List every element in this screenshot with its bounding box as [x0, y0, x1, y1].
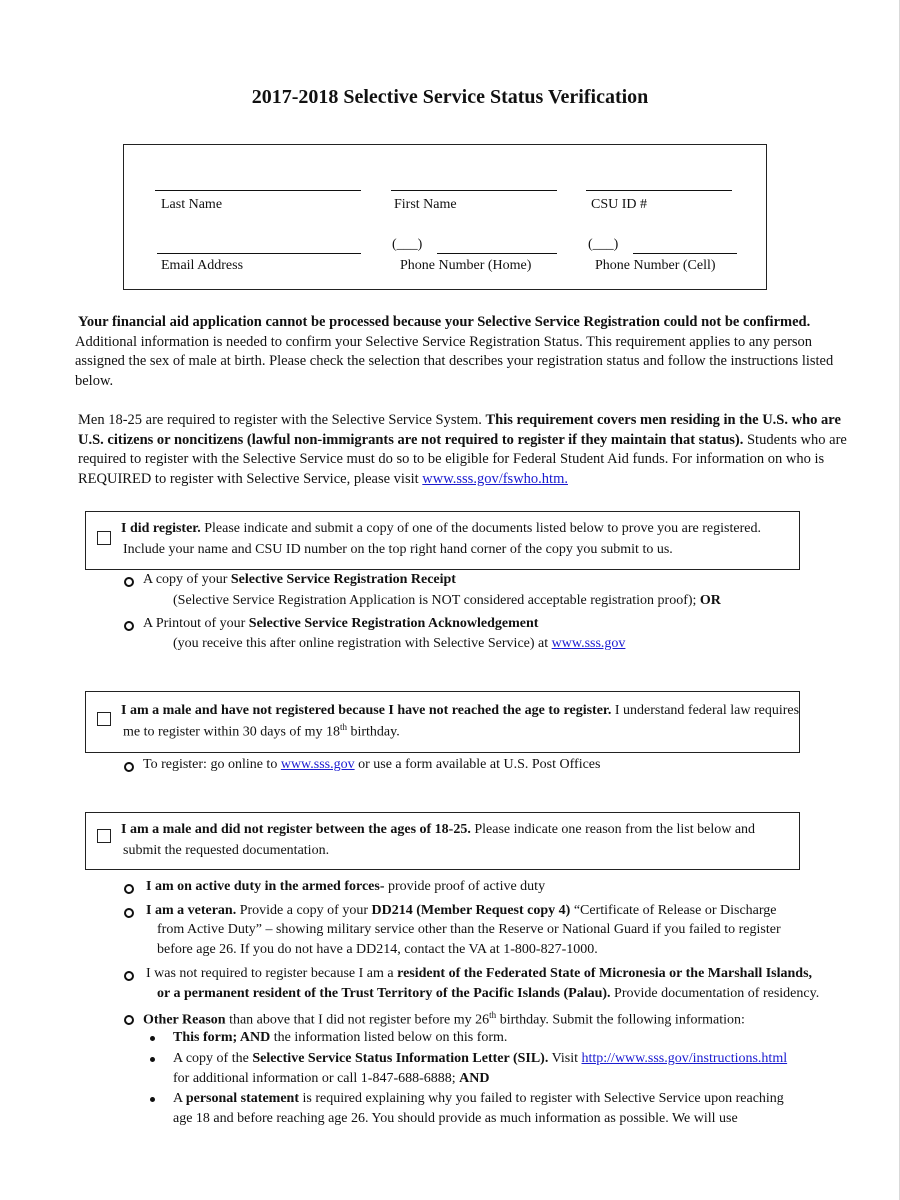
text: required to register with the Selective Service must do so to be eligible for Federal Student Aid funds. For information on who is	[78, 451, 825, 467]
text: the information listed below on this form.	[270, 1030, 508, 1045]
text: age 18 and before reaching age 26. You should provide as much information as possible. We will use	[173, 1111, 738, 1126]
email-label: Email Address	[161, 258, 244, 273]
phone-cell-label: Phone Number (Cell)	[595, 258, 716, 273]
bold-text: personal statement	[185, 1091, 299, 1106]
text: or use a form available at U.S. Post Offices	[354, 757, 601, 772]
bullet-circle-icon	[124, 908, 134, 918]
bullet-circle-icon	[124, 577, 134, 587]
bold-text: I did register.	[121, 521, 201, 536]
intro-paragraph	[75, 313, 833, 391]
intro-line: Additional information is needed to confirm your Selective Service Registration Status. This requirement applies to any person	[75, 333, 813, 350]
text: – showing military service other than the Reserve or National Guard if you failed to register	[261, 922, 781, 937]
first-name-field[interactable]	[391, 190, 557, 191]
home-area-code: (___)	[392, 237, 423, 252]
text: than above that I did not register before my 26	[225, 1012, 490, 1028]
text: provide proof of active duty	[384, 879, 546, 894]
did-not-register-checkbox[interactable]	[97, 829, 111, 843]
text: To register: go online to	[143, 757, 281, 772]
bold-text: I am on active duty in the armed forces-	[146, 879, 385, 894]
bold-text: OR	[699, 593, 721, 608]
phone-home-label: Phone Number (Home)	[400, 258, 532, 273]
option-not-reached-age	[85, 691, 800, 753]
text: (you receive this after online registration with Selective Service) at	[173, 636, 552, 651]
text: birthday.	[346, 724, 400, 740]
text: A copy of your	[143, 572, 231, 587]
page-title: 2017-2018 Selective Service Status Verification	[251, 86, 649, 108]
first-name-label: First Name	[394, 197, 457, 212]
text: is required explaining why you failed to register with Selective Service upon reaching	[299, 1091, 784, 1106]
bold-text: Other Reason	[143, 1012, 226, 1028]
option-did-not-register	[85, 812, 800, 870]
text: from Active Duty”	[157, 922, 262, 937]
text: birthday. Submit the following information:	[496, 1012, 745, 1028]
bold-text: or a permanent resident of the Trust Territory of the Pacific Islands (Palau).	[157, 986, 611, 1001]
bullet-dot-icon	[150, 1036, 155, 1041]
last-name-label: Last Name	[161, 197, 223, 212]
csu-id-label: CSU ID #	[591, 197, 648, 212]
text: “Certificate of Release or Discharge	[570, 903, 777, 918]
bullet-circle-icon	[124, 621, 134, 631]
text: me to register within 30 days of my 18	[123, 724, 340, 740]
text: before age 26. If you do not have a DD214, contact the VA at 1-800-827-1000.	[157, 942, 598, 957]
text: Provide documentation of residency.	[610, 986, 820, 1001]
text: Please indicate one reason from the list below and	[470, 822, 756, 837]
bullet-dot-icon	[150, 1097, 155, 1102]
text: Students who are	[743, 431, 847, 448]
email-field[interactable]	[157, 253, 361, 254]
text: A copy of the	[173, 1051, 253, 1066]
sss-instructions-link[interactable]: http://www.sss.gov/instructions.html	[581, 1051, 788, 1066]
superscript: th	[489, 1010, 497, 1020]
bullet-circle-icon	[124, 971, 134, 981]
option-did-register	[85, 511, 800, 570]
text: Visit	[548, 1051, 582, 1066]
phone-home-field[interactable]	[437, 253, 557, 254]
bold-text: I am a male and have not registered because I have not reached the age to register.	[121, 703, 612, 718]
text: I was not required to register because I am a	[146, 966, 398, 981]
bold-text: This requirement covers men residing in the U.S. who are	[485, 412, 841, 428]
last-name-field[interactable]	[155, 190, 361, 191]
text: A	[173, 1091, 186, 1106]
bold-text: DD214 (Member Request copy 4)	[371, 903, 571, 918]
text: submit the requested documentation.	[123, 843, 330, 858]
phone-cell-field[interactable]	[633, 253, 737, 254]
sss-gov-link[interactable]: www.sss.gov	[551, 636, 626, 651]
bold-text: resident of the Federated State of Micronesia or the Marshall Islands,	[397, 966, 813, 981]
superscript: th	[339, 722, 347, 732]
bullet-circle-icon	[124, 1015, 134, 1025]
bullet-circle-icon	[124, 884, 134, 894]
did-register-checkbox[interactable]	[97, 531, 111, 545]
sss-gov-link[interactable]: www.sss.gov	[280, 757, 355, 772]
text: Men 18-25 are required to register with the Selective Service System.	[78, 412, 486, 428]
bold-text: AND	[459, 1071, 490, 1086]
csu-id-field[interactable]	[586, 190, 732, 191]
sss-fswho-link[interactable]: www.sss.gov/fswho.htm.	[422, 470, 568, 487]
intro-line: below.	[75, 372, 114, 389]
bullet-circle-icon	[124, 762, 134, 772]
text: (Selective Service Registration Application is NOT considered acceptable registration proof);	[173, 593, 700, 608]
bold-text: I am a veteran.	[146, 903, 237, 918]
text: for additional information or call 1-847-688-6888;	[173, 1071, 460, 1086]
bold-text: Selective Service Registration Receipt	[230, 572, 456, 587]
text: Please indicate and submit a copy of one of the documents listed below to prove you are registered.	[200, 521, 761, 536]
bullet-dot-icon	[150, 1057, 155, 1062]
intro-line: assigned the sex of male at birth. Please check the selection that describes your registration status and follow the instructions listed	[75, 353, 834, 369]
bold-text: Selective Service Registration Acknowledgement	[248, 616, 539, 631]
requirement-paragraph	[78, 411, 847, 489]
text: REQUIRED to register with Selective Service, please visit	[78, 470, 423, 487]
student-info-box	[123, 144, 767, 290]
text: I understand federal law requires	[611, 703, 800, 718]
cell-area-code: (___)	[588, 237, 619, 252]
not-reached-age-checkbox[interactable]	[97, 712, 111, 726]
bold-text: U.S. citizens or noncitizens (lawful non-immigrants are not required to register if they maintain that status).	[78, 431, 744, 448]
text: A Printout of your	[143, 616, 249, 631]
intro-bold-line: Your financial aid application cannot be processed because your Selective Service Registration could not be confirmed.	[78, 314, 811, 330]
bold-text: I am a male and did not register between the ages of 18-25.	[121, 822, 471, 837]
bold-text: This form; AND	[173, 1030, 271, 1045]
text: Provide a copy of your	[236, 903, 372, 918]
bold-text: Selective Service Status Information Letter (SIL).	[252, 1051, 549, 1066]
text: Include your name and CSU ID number on the top right hand corner of the copy you submit to us.	[123, 542, 673, 557]
